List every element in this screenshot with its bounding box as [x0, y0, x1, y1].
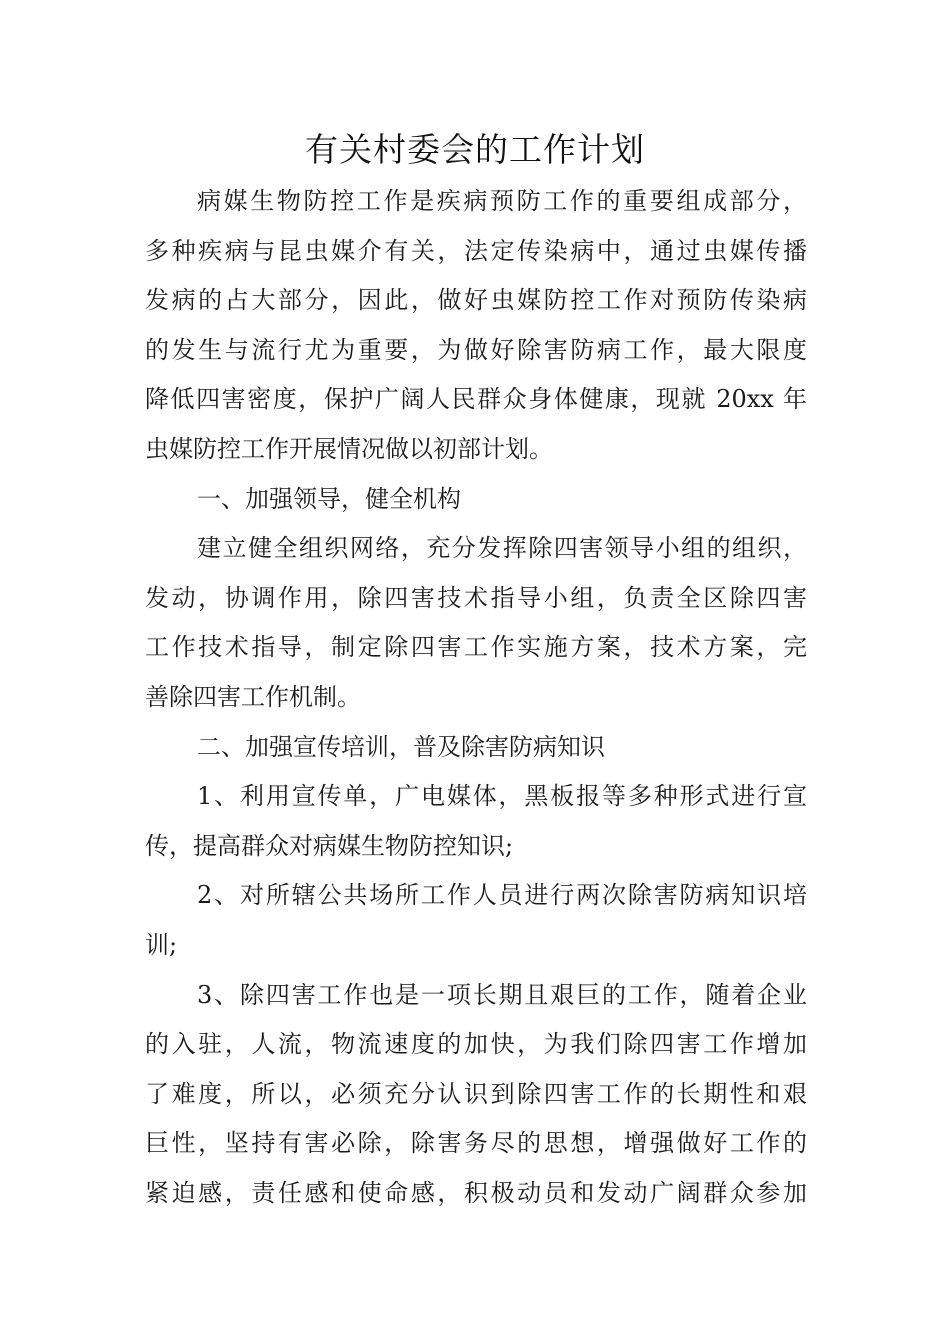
document-line: 1、利用宣传单，广电媒体，黑板报等多种形式进行宣: [197, 782, 807, 811]
document-line: 多种疾病与昆虫媒介有关，法定传染病中，通过虫媒传播: [145, 236, 807, 265]
document-line: 紧迫感，责任感和使命感，积极动员和发动广阔群众参加: [145, 1178, 807, 1207]
document-body: [145, 177, 807, 1218]
document-title: 有关村委会的工作计划: [305, 130, 645, 169]
document-line: 了难度，所以，必须充分认识到除四害工作的长期性和艰: [145, 1079, 807, 1108]
document-line: 一、加强领导，健全机构: [197, 484, 461, 513]
document-line: 3、除四害工作也是一项长期且艰巨的工作，随着企业: [197, 980, 807, 1009]
document-line: 发病的占大部分，因此，做好虫媒防控工作对预防传染病: [145, 286, 807, 315]
document-line: 传，提高群众对病媒生物防控知识;: [145, 831, 514, 860]
document-line: 巨性，坚持有害必除，除害务尽的思想，增强做好工作的: [145, 1129, 807, 1158]
document-line: 的入驻，人流，物流速度的加快，为我们除四害工作增加: [145, 1030, 807, 1059]
document-line: 善除四害工作机制。: [145, 682, 361, 711]
document-line: 二、加强宣传培训，普及除害防病知识: [197, 732, 605, 761]
document-line: 降低四害密度，保护广阔人民群众身体健康，现就 20xx 年: [145, 385, 807, 414]
document-line: 虫媒防控工作开展情况做以初部计划。: [145, 434, 553, 463]
document-line: 工作技术指导，制定除四害工作实施方案，技术方案，完: [145, 633, 807, 662]
document-line: 建立健全组织网络，充分发挥除四害领导小组的组织，: [197, 534, 807, 563]
document-line: 发动，协调作用，除四害技术指导小组，负责全区除四害: [145, 583, 807, 612]
document-line: 训;: [145, 930, 178, 959]
document-line: 病媒生物防控工作是疾病预防工作的重要组成部分，: [197, 187, 807, 215]
document-line: 的发生与流行尤为重要，为做好除害防病工作，最大限度: [145, 335, 807, 364]
document-line: 2、对所辖公共场所工作人员进行两次除害防病知识培: [197, 881, 807, 910]
